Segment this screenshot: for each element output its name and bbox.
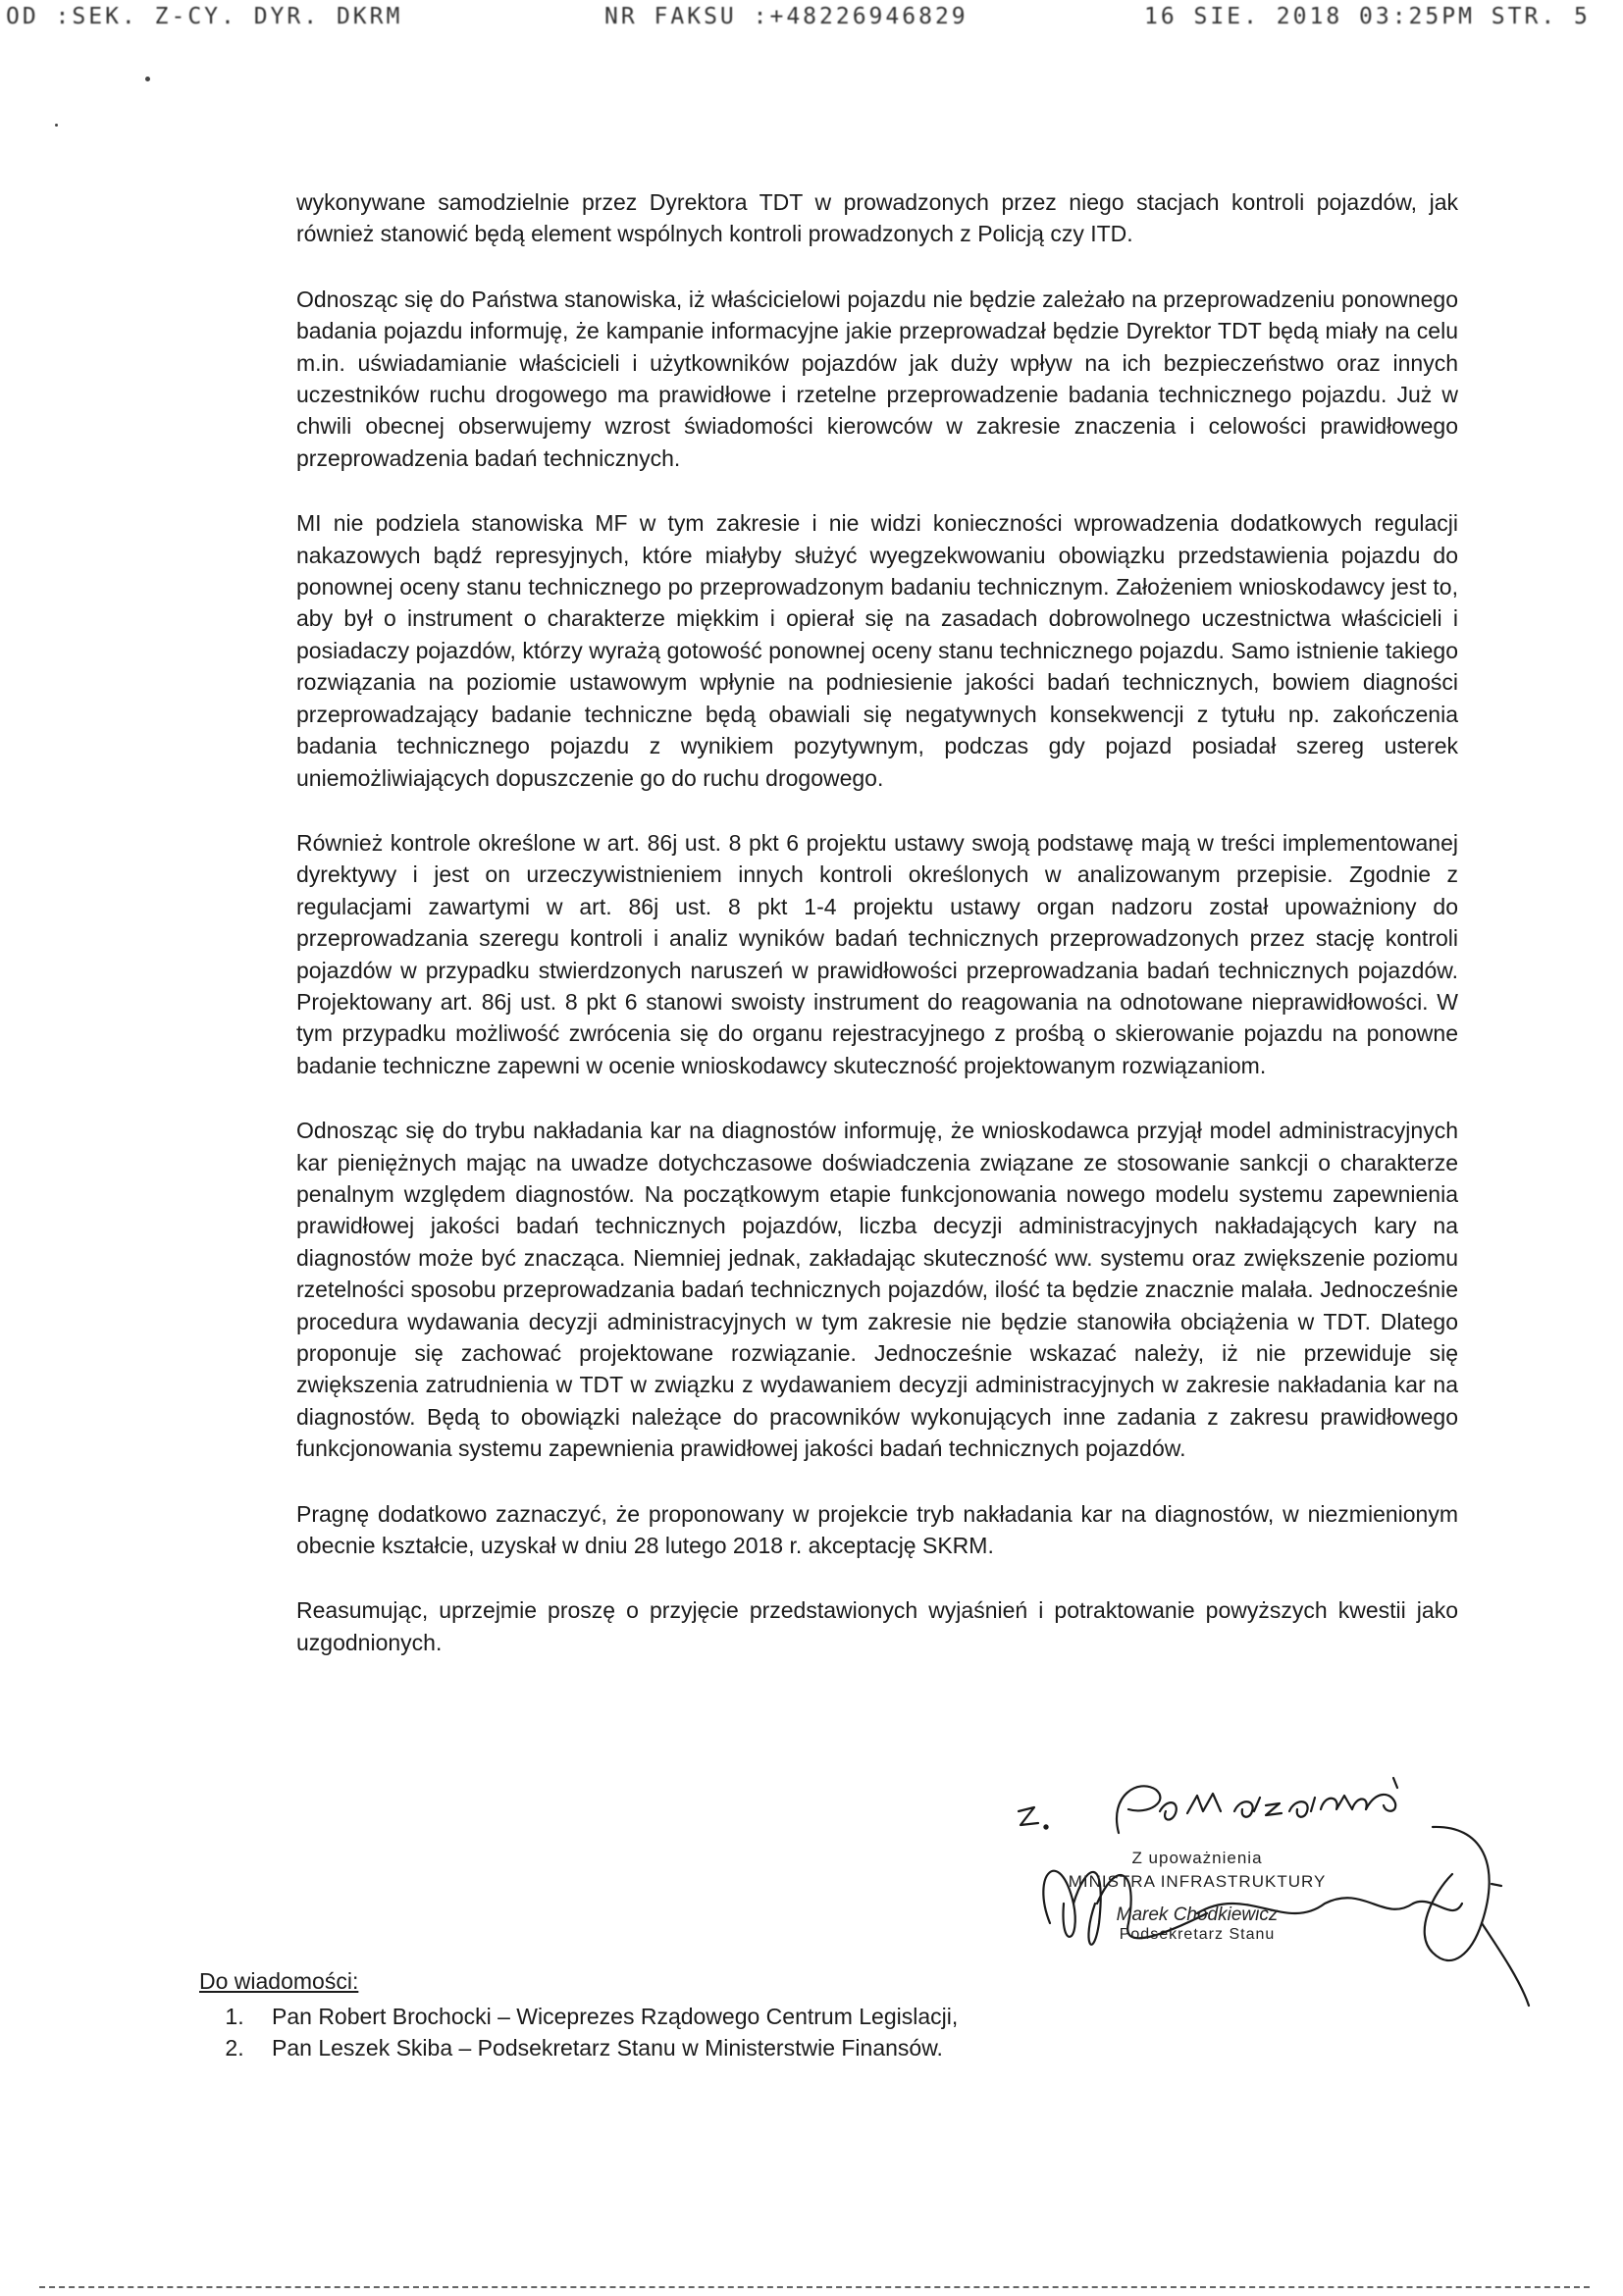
official-stamp — [1050, 1847, 1344, 1947]
scan-speck — [145, 77, 150, 81]
paragraph: Odnosząc się do trybu nakładania kar na diagnostów informuję, że wnioskodawca przyjął model administracyjnych kar pieniężnych mając na uwadze dotychczasowe doświadczenia związane ze stosowanie sankcji o charakterze penalnym względem diagnostów. Na początkowym etapie funkcjonowania nowego modelu systemu zapewnienia prawidłowej jakości badań technicznych pojazdów, liczba decyzji administracyjnych nakładających kary na diagnostów może być znacząca. Niemniej jednak, zakładając skuteczność ww. systemu oraz zwiększenie poziomu rzetelności sposobu przeprowadzania badań technicznych pojazdów, ilość ta będzie znacznie malała. Jednocześnie procedura wydawania decyzji administracyjnych w tym zakresie nie będzie stanowiła obciążenia w TDT. Dlatego proponuje się zachować projektowane rozwiązanie. Jednocześnie wskazać należy, iż nie przewiduje się zwiększenia zatrudnienia w TDT w związku z wydawaniem decyzji administracyjnych w zakresie nakładania kar na diagnostów. Będą to obowiązki należące do pracowników wykonujących inne zadania z zakresu prawidłowego funkcjonowania systemu zapewnienia prawidłowej jakości badań technicznych pojazdów. — [296, 1118, 1458, 1462]
stamp-line-position: Podsekretarz Stanu — [1119, 1926, 1276, 1943]
fax-header — [0, 0, 1623, 43]
scan-speck — [55, 124, 58, 127]
fax-number: NR FAKSU :+48226946829 — [604, 4, 969, 29]
paragraph: Pragnę dodatkowo zaznaczyć, że proponowany w projekcie tryb nakładania kar na diagnostów, w niezmienionym obecnie kształcie, uzyskał w dniu 28 lutego 2018 r. akceptację SKRM. — [296, 1500, 1458, 1559]
paragraph: Odnosząc się do Państwa stanowiska, iż właścicielowi pojazdu nie będzie zależało na przeprowadzeniu ponownego badania pojazdu informuję, że kampanie informacyjne jakie przeprowadzał będzie Dyrektor TDT będą miały na celu m.in. uświadamianie właścicieli i użytkowników pojazdów jak duży wpływ na ich bezpieczeństwo oraz innych uczestników ruchu drogowego ma prawidłowe i rzetelne przeprowadzenie badania technicznego pojazdu. Już w chwili obecnej obserwujemy wzrost świadomości kierowców w zakresie znaczenia i celowości prawidłowego przeprowadzenia badań technicznych. — [296, 286, 1458, 471]
fax-sender: OD :SEK. Z-CY. DYR. DKRM — [6, 4, 403, 29]
stamp-line-authority: Z upoważnienia — [1131, 1849, 1263, 1867]
stamp-line-name: Marek Chodkiewicz — [1116, 1905, 1279, 1925]
fax-datetime-page: 16 SIE. 2018 03:25PM STR. 5 — [1144, 4, 1591, 29]
stamp-line-ministry: MINISTRA INFRASTRUKTURY — [1068, 1872, 1327, 1891]
distribution-heading: Do wiadomości: — [199, 1968, 359, 1994]
list-item: 1. Pan Robert Brochocki – Wiceprezes Rządowego Centrum Legislacji, — [250, 2001, 1279, 2032]
distribution-list — [199, 1965, 1279, 2063]
distribution-items — [199, 2001, 1279, 2063]
letter-body — [296, 186, 1458, 1658]
page-bottom-edge — [39, 2286, 1590, 2288]
paragraph: wykonywane samodzielnie przez Dyrektora TDT w prowadzonych przez niego stacjach kontroli pojazdów, jak również stanowić będą element wspólnych kontroli prowadzonych z Policją czy ITD. — [296, 189, 1458, 247]
paragraph: MI nie podziela stanowiska MF w tym zakresie i nie widzi konieczności wprowadzenia dodatkowych regulacji nakazowych bądź represyjnych, które miałyby służyć wyegzekwowaniu obowiązku przedstawienia pojazdu do ponownej oceny stanu technicznego po przeprowadzonym badaniu technicznym. Założeniem wnioskodawcy jest to, aby był o instrument o charakterze miękkim i opierał się na zasadach dobrowolnego uczestnictwa właścicieli i posiadaczy pojazdów, którzy wyrażą gotowość ponownej oceny stanu technicznego pojazdu. Samo istnienie takiego rozwiązania na poziomie ustawowym wpłynie na podniesienie jakości badań technicznych, bowiem diagności przeprowadzający badanie techniczne będą obawiali się negatywnych konsekwencji z tytułu np. zakończenia badania technicznego pojazdu z wynikiem pozytywnym, podczas gdy pojazd posiadał szereg usterek uniemożliwiających dopuszczenie go do ruchu drogowego. — [296, 510, 1458, 791]
list-item: 2. Pan Leszek Skiba – Podsekretarz Stanu w Ministerstwie Finansów. — [250, 2032, 1279, 2063]
paragraph: Reasumując, uprzejmie proszę o przyjęcie przedstawionych wyjaśnień i potraktowanie powyższych kwestii jako uzgodnionych. — [296, 1597, 1458, 1655]
paragraph: Również kontrole określone w art. 86j ust. 8 pkt 6 projektu ustawy swoją podstawę mają w treści implementowanej dyrektywy i jest on urzeczywistnieniem innych kontroli określonych w analizowanym przepisie. Zgodnie z regulacjami zawartymi w art. 86j ust. 8 pkt 1-4 projektu ustawy organ nadzoru został upoważniony do przeprowadzania szeregu kontroli i analiz wyników badań technicznych przeprowadzonych przez stację kontroli pojazdów w przypadku stwierdzonych naruszeń w prawidłowości przeprowadzania badań technicznych pojazdów. Projektowany art. 86j ust. 8 pkt 6 stanowi swoisty instrument do reagowania na odnotowane nieprawidłowości. W tym przypadku możliwość zwrócenia się do organu rejestracyjnego z prośbą o skierowanie pojazdu na ponowne badanie techniczne zapewni w ocenie wnioskodawcy skuteczność projektowanym rozwiązaniom. — [296, 829, 1458, 1078]
